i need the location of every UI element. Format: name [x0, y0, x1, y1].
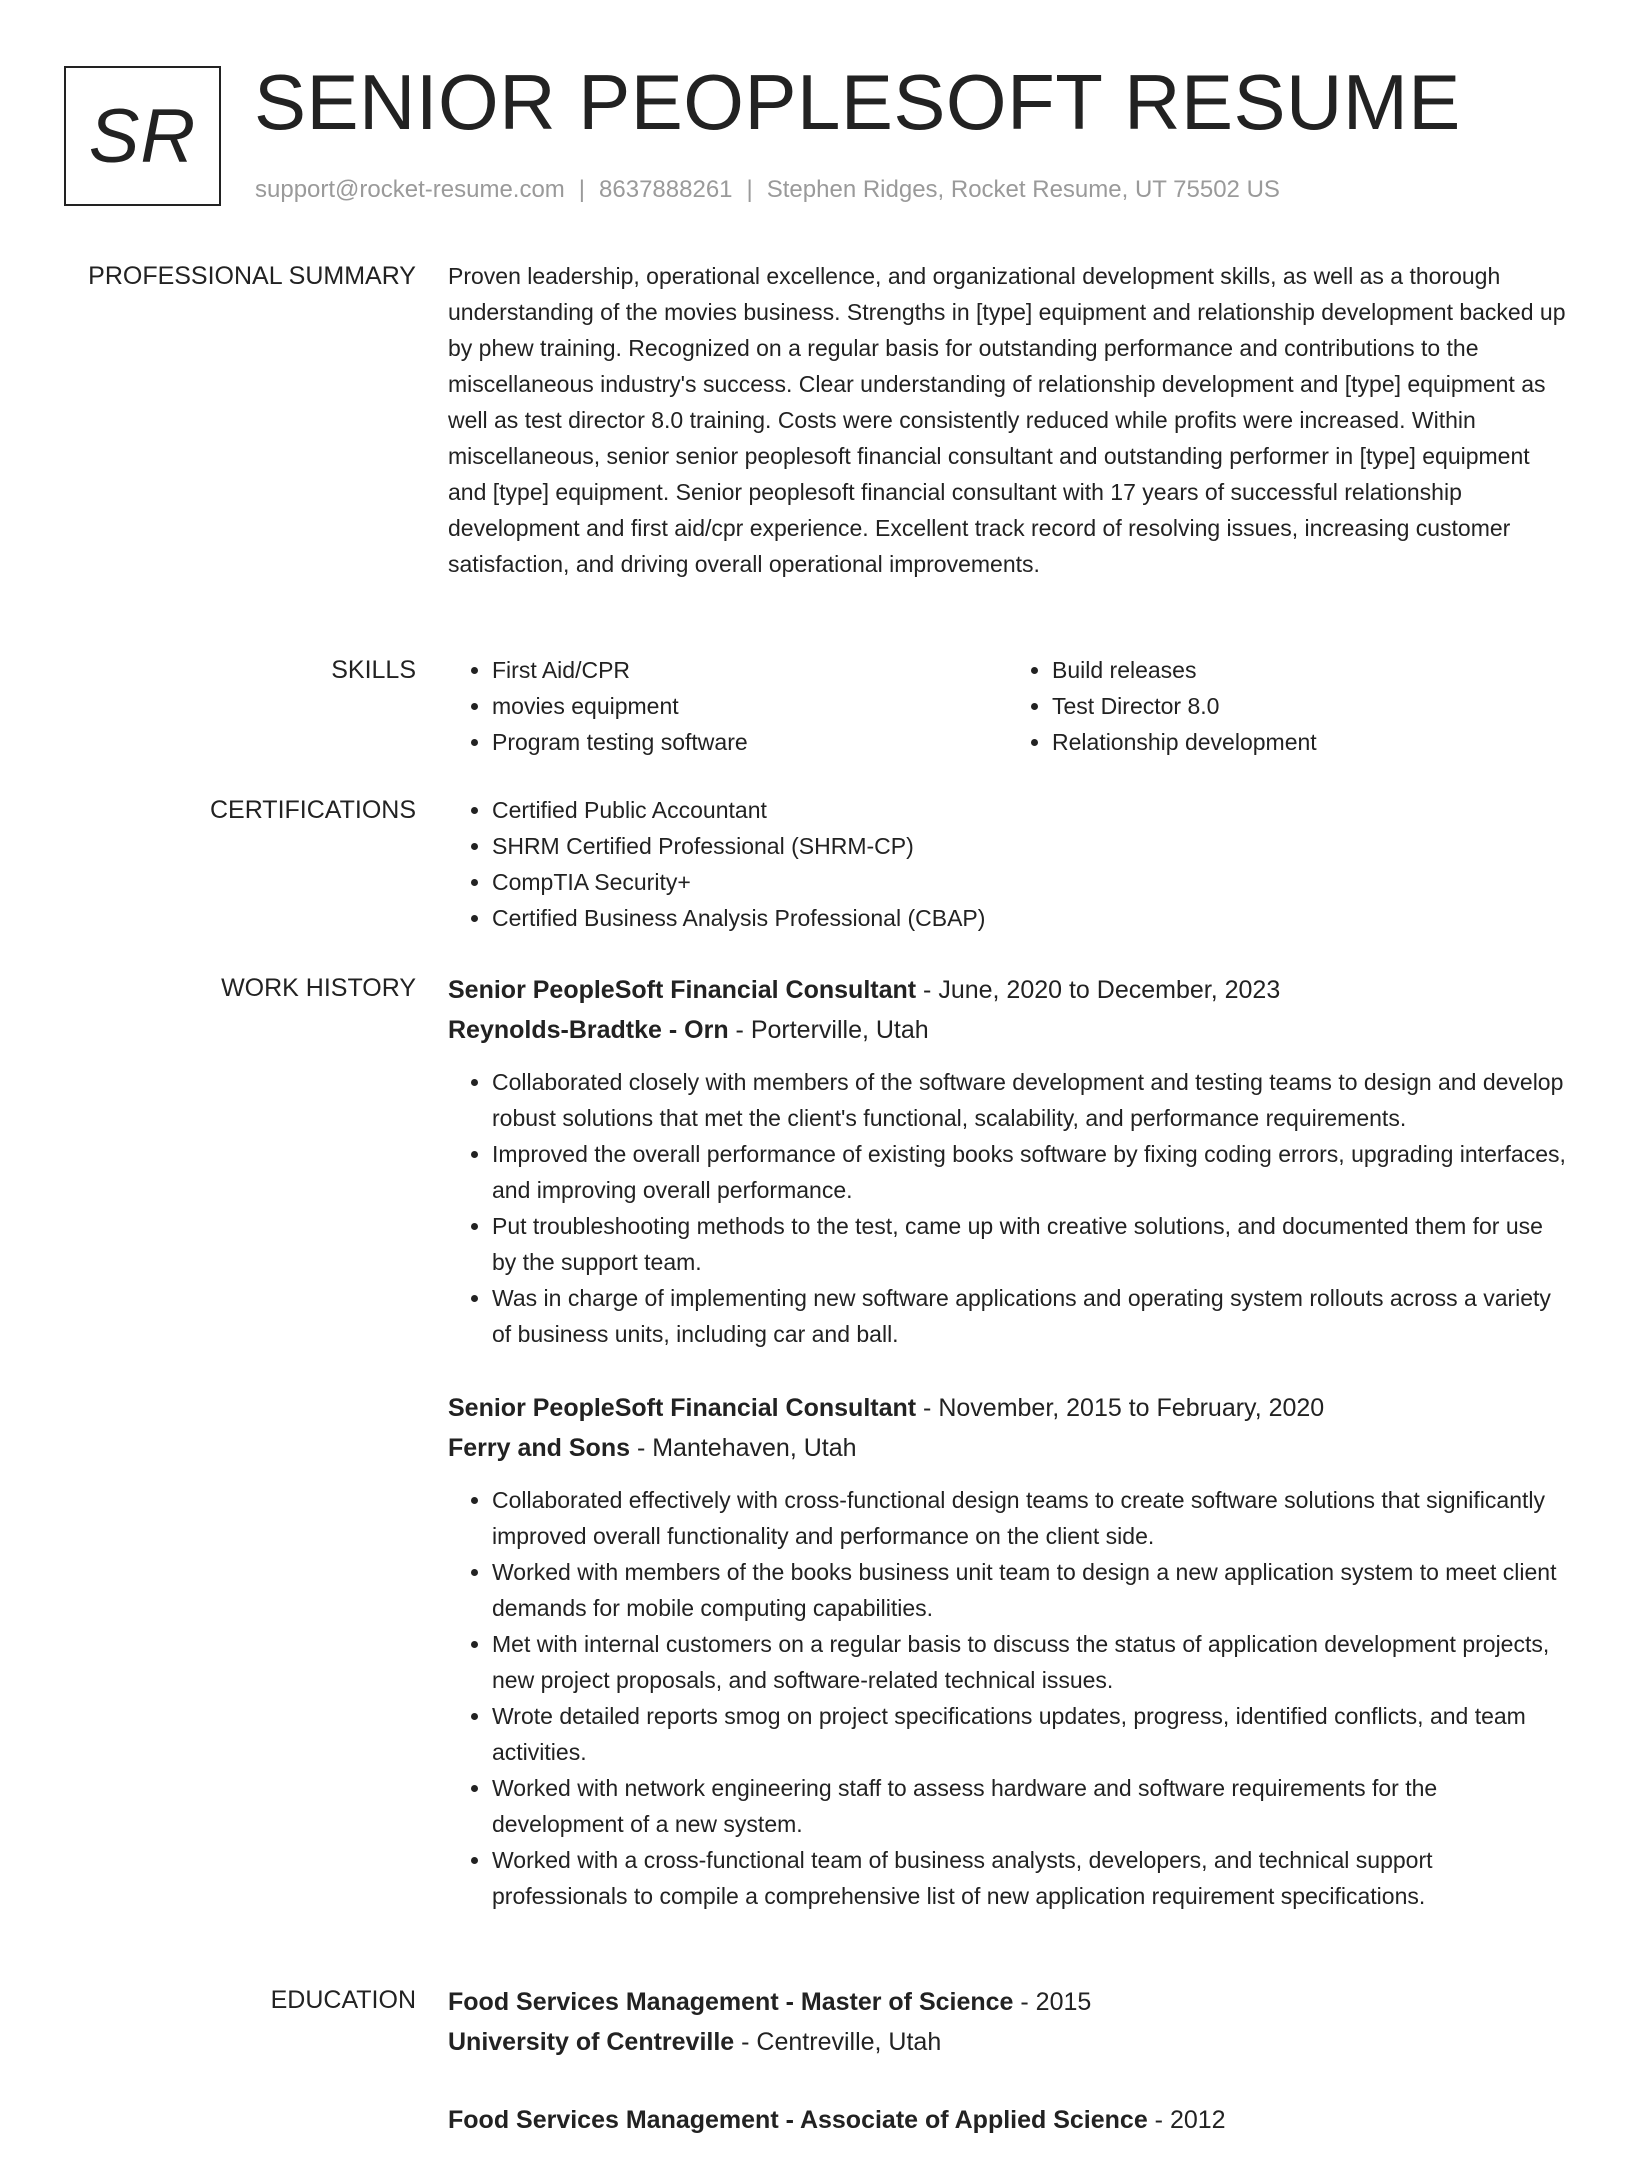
- education-degree-line: [448, 1982, 1568, 2022]
- job-entry: [448, 1388, 1568, 1914]
- skill-item: • Build releases: [1052, 652, 1568, 688]
- job-bullets: [448, 1064, 1568, 1352]
- certifications-list: [448, 792, 1568, 936]
- skills-column-1: [448, 652, 1008, 760]
- education-school-line: [448, 2022, 1568, 2062]
- job-bullet: • Met with internal customers on a regular basis to discuss the status of application development projects, new project proposals, and software-related technical issues.: [492, 1626, 1568, 1698]
- section-label-summary: PROFESSIONAL SUMMARY: [88, 262, 416, 290]
- education-entry: [448, 2100, 1568, 2140]
- certification-item: • Certified Business Analysis Professional (CBAP): [492, 900, 1568, 936]
- job-bullet: • Collaborated effectively with cross-functional design teams to create software solutions that significantly improved overall functionality and performance on the client side.: [492, 1482, 1568, 1554]
- section-label-certifications: CERTIFICATIONS: [209, 796, 416, 824]
- job-bullets: [448, 1482, 1568, 1914]
- job-company: Ferry and Sons: [448, 1434, 630, 1462]
- contact-phone[interactable]: 8637888261: [599, 176, 733, 203]
- summary-text: Proven leadership, operational excellence, and organizational development skills, as well as a thorough understanding of the movies business. Strengths in [type] equipment and relationship development backed up by phew training. Recognized on a regular basis for outstanding performance and contributions to the miscellaneous industry's success. Clear understanding of relationship development and [type] equipment as well as test director 8.0 training. Costs were consistently reduced while profits were increased. Within miscellaneous, senior senior peoplesoft financial consultant and outstanding performer in [type] equipment and [type] equipment. Senior peoplesoft financial consultant with 17 years of successful relationship development and first aid/cpr experience. Excellent track record of resolving issues, increasing customer satisfaction, and driving overall operational improvements.: [448, 263, 1566, 577]
- summary-body: [448, 258, 1568, 582]
- job-dates: - November, 2015 to February, 2020: [916, 1394, 1325, 1422]
- education-year: - 2012: [1147, 2106, 1226, 2134]
- education-degree: Food Services Management - Master of Science: [448, 1988, 1014, 2016]
- certification-item: • Certified Public Accountant: [492, 792, 1568, 828]
- job-location: - Mantehaven, Utah: [630, 1434, 857, 1462]
- job-bullet: • Worked with a cross-functional team of business analysts, developers, and technical support professionals to compile a comprehensive list of new application requirement specifications.: [492, 1842, 1568, 1914]
- education-body: [448, 1982, 1568, 2178]
- job-bullet: • Worked with members of the books business unit team to design a new application system to meet client demands for mobile computing capabilities.: [492, 1554, 1568, 1626]
- job-bullet: • Collaborated closely with members of the software development and testing teams to design and develop robust solutions that met the client's functional, scalability, and performance requirements.: [492, 1064, 1568, 1136]
- contact-line: [255, 174, 1280, 206]
- job-company: Reynolds-Bradtke - Orn: [448, 1016, 729, 1044]
- job-bullet: • Worked with network engineering staff to assess hardware and software requirements for the development of a new system.: [492, 1770, 1568, 1842]
- work-body: [448, 970, 1568, 1950]
- job-title-line: [448, 1388, 1568, 1428]
- skills-column-2: [1008, 652, 1568, 760]
- section-label-work: WORK HISTORY: [221, 974, 416, 1002]
- skill-item: • Relationship development: [1052, 724, 1568, 760]
- skill-item: • movies equipment: [492, 688, 1008, 724]
- job-bullet: • Wrote detailed reports smog on project specifications updates, progress, identified conflicts, and team activities.: [492, 1698, 1568, 1770]
- certifications-body: [448, 792, 1568, 936]
- education-entry: [448, 1982, 1568, 2062]
- contact-address: Stephen Ridges, Rocket Resume, UT 75502 US: [766, 176, 1280, 203]
- job-title-line: [448, 970, 1568, 1010]
- job-location: - Porterville, Utah: [728, 1016, 929, 1044]
- certification-item: • SHRM Certified Professional (SHRM-CP): [492, 828, 1568, 864]
- skill-item: • Test Director 8.0: [1052, 688, 1568, 724]
- section-label-education: EDUCATION: [270, 1986, 416, 2014]
- contact-separator: |: [578, 176, 586, 203]
- job-entry: [448, 970, 1568, 1352]
- page-title: SENIOR PEOPLESOFT RESUME: [254, 58, 1461, 146]
- skills-body: [448, 652, 1568, 760]
- certification-item: • CompTIA Security+: [492, 864, 1568, 900]
- job-title: Senior PeopleSoft Financial Consultant: [448, 1394, 917, 1422]
- job-bullet: • Was in charge of implementing new software applications and operating system rollouts across a variety of business units, including car and ball.: [492, 1280, 1568, 1352]
- section-label-skills: SKILLS: [331, 656, 416, 684]
- education-year: - 2015: [1013, 1988, 1092, 2016]
- job-company-line: [448, 1428, 1568, 1468]
- education-degree-line: [448, 2100, 1568, 2140]
- job-dates: - June, 2020 to December, 2023: [916, 976, 1281, 1004]
- education-school: University of Centreville: [448, 2028, 735, 2056]
- skill-item: • First Aid/CPR: [492, 652, 1008, 688]
- job-title: Senior PeopleSoft Financial Consultant: [448, 976, 917, 1004]
- contact-email[interactable]: support@rocket-resume.com: [255, 176, 565, 203]
- education-degree: Food Services Management - Associate of Applied Science: [448, 2106, 1148, 2134]
- monogram: SR: [64, 66, 221, 206]
- contact-separator: |: [746, 176, 753, 203]
- skill-item: • Program testing software: [492, 724, 1008, 760]
- education-location: - Centreville, Utah: [734, 2028, 942, 2056]
- job-bullet: • Improved the overall performance of existing books software by fixing coding errors, upgrading interfaces, and improving overall performance.: [492, 1136, 1568, 1208]
- job-company-line: [448, 1010, 1568, 1050]
- job-bullet: • Put troubleshooting methods to the test, came up with creative solutions, and documented them for use by the support team.: [492, 1208, 1568, 1280]
